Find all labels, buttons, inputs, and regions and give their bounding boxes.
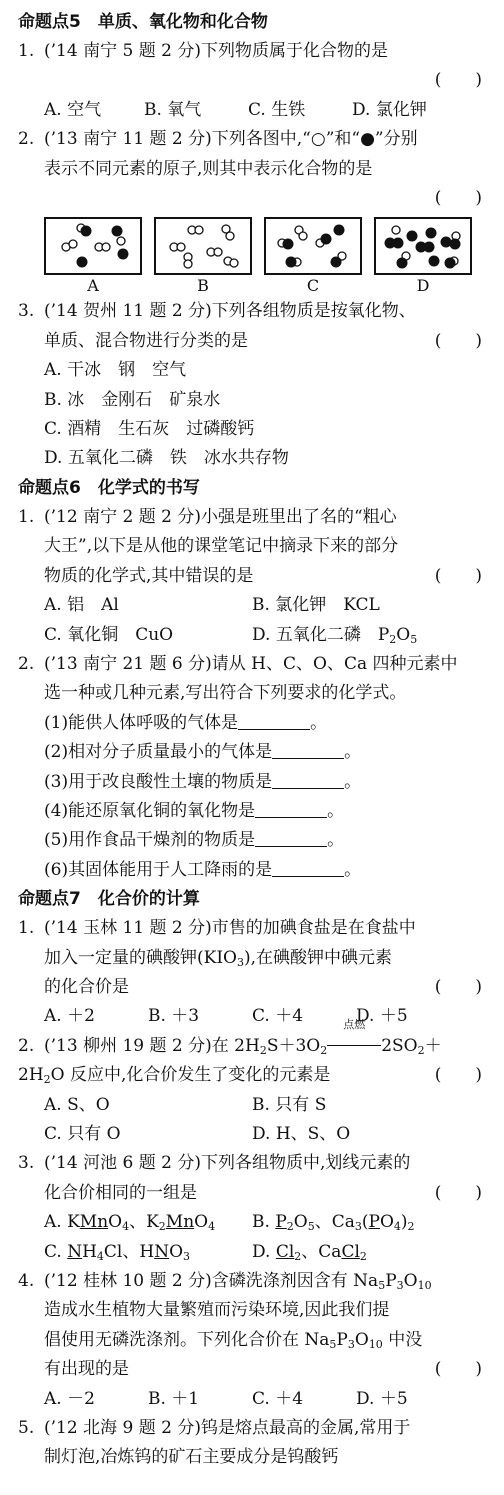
question-stem-line: (’12 南宁 2 题 2 分)小强是班里出了名的“粗心 [44,506,397,527]
sub-question-text: (4)能还原氧化铜的氧化物是 [44,800,256,821]
formula-p: P [377,624,390,645]
text-part: (’12 桂林 10 题 2 分)含磷洗涤剂因含有 Na [44,1271,379,1292]
sub-question-text: (3)用于改良酸性土壤的物质是 [44,771,273,792]
diagram-label-a: A [87,276,99,296]
question-number: 1. [18,506,35,527]
formula-part: 、Ca [301,1241,342,1262]
question-stem: (’14 南宁 5 题 2 分)下列物质属于化合物的是 [44,41,388,61]
question-stem-line: ),在碘酸钾中碘元素 [244,947,393,968]
question-stem-line: (’14 玉林 11 题 2 分)市售的加碘食盐是在食盐中 [44,918,416,939]
equation-part: 2H [18,1065,44,1086]
sub-question-text: (6)其固体能用于人工降雨的是 [44,859,273,880]
question-7-5 [18,1414,490,1473]
diagram-a[interactable] [44,217,142,275]
subscript: 2 [407,1220,415,1234]
equation-part: S＋3O [266,1035,321,1056]
subscript: 2 [259,1043,267,1057]
underlined-element: P [275,1212,287,1233]
question-6-2 [18,650,490,885]
period: 。 [327,830,345,851]
answer-bracket[interactable]: ( ) [434,565,482,586]
answer-blank[interactable] [255,828,327,847]
option-b[interactable]: B. 氧气 [144,99,202,120]
question-stem-line: 加入一定量的碘酸钾(KIO [44,947,237,968]
period: 。 [310,712,328,733]
subscript: 2 [359,1249,367,1263]
diagram-c[interactable] [264,217,362,275]
subscript: 2 [286,1220,294,1234]
equation-part: O 反应中,化合价发生了变化的元素是 [50,1065,331,1086]
formula-part: A. K [44,1212,80,1233]
underlined-element: N [67,1241,83,1262]
period: 。 [344,771,362,792]
sub-question-text: (1)能供人体呼吸的气体是 [44,712,239,733]
sub-question-text: (5)用作食品干燥剂的物质是 [44,830,256,851]
text-part: O [354,1329,369,1350]
formula-part: H [82,1241,97,1262]
question-stem-line: 的化合价是 [44,976,129,997]
question-5-2 [18,125,490,297]
text-part: O [403,1271,418,1292]
question-stem-line: 物质的化学式,其中错误的是 [44,565,254,586]
subscript: 4 [393,1220,401,1234]
section-title-5: 命题点5 单质、氧化物和化合物 [18,12,268,32]
subscript: 5 [307,1220,315,1234]
answer-blank[interactable] [255,799,327,818]
question-number: 2. [18,129,35,150]
question-5-1 [18,37,490,125]
text-part: P [336,1329,348,1350]
question-stem-line: 化合价相同的一组是 [44,1182,197,1203]
formula-part: Cl、H [103,1241,155,1262]
diagram-label-b: B [197,276,209,296]
question-stem-line [18,1065,330,1085]
subscript: 2 [43,1073,51,1087]
option-c[interactable]: C. 生铁 [248,99,306,120]
option-c[interactable]: C. ＋4 [252,1006,304,1027]
option-b[interactable]: B. ＋1 [148,1388,200,1409]
question-stem-line: 选一种或几种元素,写出符合下列要求的化学式。 [44,683,407,704]
diagram-label-c: C [306,276,320,296]
formula-part: O [194,1212,209,1233]
formula-part: ) [400,1212,408,1233]
period: 。 [327,800,345,821]
sub-question-6 [18,856,490,885]
underlined-element: Mn [165,1212,195,1233]
diagram-labels [18,275,490,297]
formula-part: 、Ca [314,1212,355,1233]
subscript: 2 [389,632,397,646]
option-b[interactable]: B. 氯化钾 KCL [252,595,380,616]
formula-part: D. [252,1241,276,1262]
question-number: 1. [18,41,35,61]
diagram-d[interactable] [374,217,472,275]
option-d[interactable]: D. H、S、O [252,1124,351,1144]
sub-question-5 [18,826,490,855]
question-5-3 [18,297,490,473]
subscript: 3 [396,1279,404,1293]
sub-question-2 [18,738,490,767]
sub-question-3 [18,768,490,797]
question-number: 3. [18,1153,35,1174]
subscript: 5 [329,1337,337,1351]
question-6-1 [18,503,490,650]
section-title-7: 命题点7 化合价的计算 [18,889,200,910]
formula-part: O [108,1212,123,1233]
question-7-4 [18,1267,490,1414]
question-stem-line: 表示不同元素的原子,则其中表示化合物的是 [44,158,373,179]
formula-part: C. [44,1241,68,1262]
equation-part: 2SO [381,1035,418,1056]
answer-blank[interactable] [272,770,344,789]
underlined-element: Mn [79,1212,109,1233]
question-stem-line: (’12 北海 9 题 2 分)钨是熔点最高的金属,常用于 [44,1418,411,1439]
option-d-name: D. 五氧化二磷 [252,624,378,645]
question-stem-line: (’13 南宁 21 题 6 分)请从 H、C、O、Ca 四种元素中 [44,653,458,674]
subscript: 3 [183,1249,191,1263]
subscript: 5 [410,632,418,646]
subscript: 2 [158,1220,166,1234]
formula-part: ( [361,1212,369,1233]
section-title-6: 命题点6 化学式的书写 [18,477,200,498]
question-number: 4. [18,1271,35,1292]
period: 。 [344,859,362,880]
formula-part: O [379,1212,394,1233]
question-number: 3. [18,301,35,322]
subscript: 3 [354,1220,362,1234]
subscript: 3 [237,955,244,969]
option-d[interactable] [252,1238,367,1267]
subscript: 10 [417,1279,432,1293]
answer-blank[interactable] [272,740,344,759]
subscript: 2 [320,1043,328,1057]
answer-bracket[interactable]: ( ) [434,1065,482,1086]
option-b[interactable]: B. ＋3 [148,1006,200,1027]
arrow-line [327,1045,381,1046]
subscript: 4 [122,1220,130,1234]
option-c[interactable]: C. 只有 O [44,1124,121,1144]
question-stem-line: (’14 贺州 11 题 2 分)下列各组物质是按氧化物、 [44,301,416,322]
underlined-element: Cl [275,1241,295,1262]
subscript: 2 [417,1043,425,1057]
question-stem-line [44,1017,490,1061]
equation-part: ＋ [424,1035,442,1056]
option-d[interactable] [252,621,417,650]
reaction-arrow [327,1017,381,1061]
option-a[interactable]: A. ＋2 [44,1006,95,1027]
period: 。 [344,742,362,763]
sub-question-4 [18,797,490,826]
underlined-element: N [154,1241,170,1262]
underlined-element: P [368,1212,380,1233]
diagram-label-d: D [416,276,430,296]
answer-bracket[interactable]: ( ) [434,1182,482,1203]
question-stem-line [44,1267,490,1296]
sub-question-1 [18,709,490,738]
option-c[interactable]: C. ＋4 [252,1388,304,1409]
answer-bracket[interactable]: ( ) [434,1359,482,1380]
formula-part: O [169,1241,184,1262]
formula-o: O [396,624,411,645]
question-stem-line: (’13 南宁 11 题 2 分)下列各图中,“○”和“●”分别 [44,129,418,150]
diagram-b[interactable] [154,217,252,275]
answer-blank[interactable] [272,858,344,877]
option-c[interactable] [44,1238,252,1267]
option-c[interactable]: C. 酒精 生石灰 过磷酸钙 [44,419,255,440]
underlined-element: Cl [341,1241,360,1262]
question-stem-line: (’14 河池 6 题 2 分)下列各组物质中,划线元素的 [44,1153,411,1174]
question-stem-line: 单质、混合物进行分类的是 [44,330,248,351]
option-b[interactable] [252,1208,415,1237]
option-a[interactable]: A. 空气 [44,99,102,120]
answer-bracket[interactable]: ( ) [434,976,482,997]
option-d[interactable]: D. ＋5 [356,1388,408,1409]
option-d[interactable]: D. ＋5 [356,1006,408,1027]
option-a[interactable]: A. －2 [44,1388,95,1409]
text-part: 中没 [382,1329,423,1350]
answer-blank[interactable] [238,711,310,730]
formula-part: O [293,1212,308,1233]
subscript: 2 [294,1249,302,1263]
option-a[interactable]: A. S、O [44,1094,110,1115]
subscript: 10 [368,1337,383,1351]
question-7-1 [18,914,490,1032]
subscript: 3 [347,1337,355,1351]
question-number: 2. [18,1035,35,1056]
subscript: 4 [208,1220,216,1234]
answer-bracket[interactable]: ( ) [434,70,482,91]
question-stem-line: 制灯泡,冶炼钨的矿石主要成分是钨酸钙 [44,1447,339,1468]
answer-bracket[interactable]: ( ) [434,330,482,351]
subscript: 5 [378,1279,386,1293]
option-b[interactable]: B. 只有 S [252,1094,327,1115]
question-stem-line: 大王”,以下是从他的课堂笔记中摘录下来的部分 [44,536,399,557]
formula-part: 、K [129,1212,159,1233]
sub-question-text: (2)相对分子质量最小的气体是 [44,742,273,763]
question-number: 5. [18,1418,35,1439]
option-c[interactable]: C. 氧化铜 CuO [44,624,174,645]
option-a[interactable] [44,1208,252,1237]
option-d[interactable]: D. 五氧化二磷 铁 冰水共存物 [44,448,289,469]
text-part: P [385,1271,397,1292]
question-stem-line [18,1326,490,1355]
subscript: 4 [96,1249,104,1263]
text-part: 倡使用无磷洗涤剂。下列化合价在 Na [44,1329,330,1350]
question-7-3 [18,1149,490,1267]
question-7-2 [18,1017,490,1150]
reaction-condition: 点燃 [343,1017,366,1031]
options [18,96,490,125]
question-stem-line: 造成水生植物大量繁殖而污染环境,因此我们提 [44,1300,390,1321]
question-number: 1. [18,918,35,939]
question-number: 2. [18,653,35,674]
formula-part: B. [252,1212,276,1233]
option-a[interactable]: A. 铝 Al [44,595,119,616]
option-d[interactable]: D. 氯化钾 [352,99,427,120]
answer-bracket[interactable]: ( ) [434,188,482,209]
option-b[interactable]: B. 冰 金刚石 矿泉水 [44,389,221,410]
option-a[interactable]: A. 干冰 钢 空气 [44,360,187,381]
question-stem-line: 有出现的是 [44,1359,129,1380]
equation-part: (’13 柳州 19 题 2 分)在 2H [44,1035,260,1056]
molecule-diagrams [18,213,490,275]
